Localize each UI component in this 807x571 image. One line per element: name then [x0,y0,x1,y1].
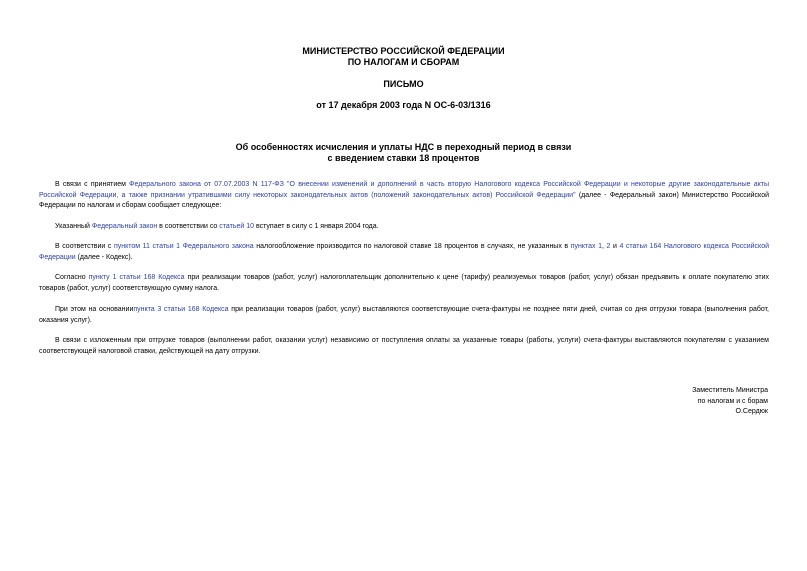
paragraph-5-text-2: при реализации товаров (работ, услуг) выставляются соответствующие счета-фактуры не позднее пяти дней, считая со дня отгрузки товара (выполнения работ, оказания услуг). [39,306,769,324]
paragraph-2-text-3: вступает в силу с 1 января 2004 года. [254,223,379,230]
paragraph-5-text-1: При этом на основании [55,306,134,313]
clause-4-article-164-link[interactable]: 4 статьи 164 Налогового кодекса Российской Федерации [39,243,769,261]
ministry-line-2: ПО НАЛОГАМ И СБОРАМ [347,57,460,67]
paragraph-2-text-2: в соответствии со [157,223,220,230]
subject-line-2: с введением ставки 18 процентов [327,153,480,163]
subject-line-1: Об особенностях исчисления и уплаты НДС в переходный период в связи [235,142,572,152]
paragraph-6 [39,336,769,357]
paragraph-3-text-5: (далее - Кодекс). [75,253,133,261]
clause-3-article-168-link[interactable]: пункта 3 статьи 168 Кодекса [133,306,229,313]
paragraph-2-text-1: Указанный [55,223,92,230]
paragraph-3-text-2: налогообложение производится по налоговой ставке 18 процентов в случаях, не указанных в [253,243,571,250]
paragraph-3-text-4: и [610,243,620,250]
clauses-1-link[interactable]: пунктах 1 [570,243,602,250]
paragraph-5 [39,305,769,326]
paragraph-3-text-1: В соответствии с [55,243,114,250]
paragraph-2 [39,222,769,233]
paragraph-4 [39,273,769,294]
ministry-line-1: МИНИСТЕРСТВО РОССИЙСКОЙ ФЕДЕРАЦИИ [302,46,505,56]
federal-law-short-link[interactable]: Федеральный закон [91,223,158,230]
signature-name: О.Сердюк [735,408,768,415]
federal-law-link[interactable]: Федерального закона от 07.07.2003 N 117-ФЗ "О внесении изменений и дополнений в часть вторую Налогового кодекса Российской Федерации и некоторые другие законодательные акты Российской Федерации, а также признании утратившими силу некоторых законодательных актов (положений законодательных актов) Российской Федерации" [39,181,769,199]
paragraph-1-text-2: (далее - Федеральный закон) Министерство Российской Федерации по налогам и сборам сообщает следующее: [39,191,769,209]
paragraph-1 [39,180,769,212]
clause-1-article-168-link[interactable]: пункту 1 статьи 168 Кодекса [88,274,185,281]
clause-2-link[interactable]: 2 [606,243,611,250]
ministry-heading [0,46,807,68]
signature-block [692,386,768,418]
paragraph-3-text-3: , [601,243,607,250]
paragraph-3 [39,242,769,263]
paragraph-4-text-2: при реализации товаров (работ, услуг) налогоплательщик дополнительно к цене (тарифу) реализуемых товаров (работ, услуг) обязан предъявить к оплате покупателю этих товаров (работ, услуг) соответствующую сумму налога. [39,274,770,292]
paragraph-1-text-1: В связи с принятием [55,181,130,188]
paragraph-6-text-1: В связи с изложенным при отгрузке товаров (выполнении работ, оказании услуг) независимо от поступления оплаты за указанные товары (работы, услуги) счета-фактуры выставляются покупателям с указанием соответствующей налоговой ставки, действующей на дату отгрузки. [39,337,769,355]
document-subject [0,142,807,164]
paragraph-4-text-1: Согласно [55,274,89,281]
document-type: ПИСЬМО [383,79,424,89]
article-10-link[interactable]: статьей 10 [219,223,255,230]
clause-11-article-1-link[interactable]: пунктом 11 статьи 1 Федерального закона [113,243,254,250]
signature-title: Заместитель Министра [692,387,768,394]
signature-department: по налогам и с борам [697,397,768,405]
document-date-number: от 17 декабря 2003 года N ОС-6-03/1316 [316,100,491,110]
